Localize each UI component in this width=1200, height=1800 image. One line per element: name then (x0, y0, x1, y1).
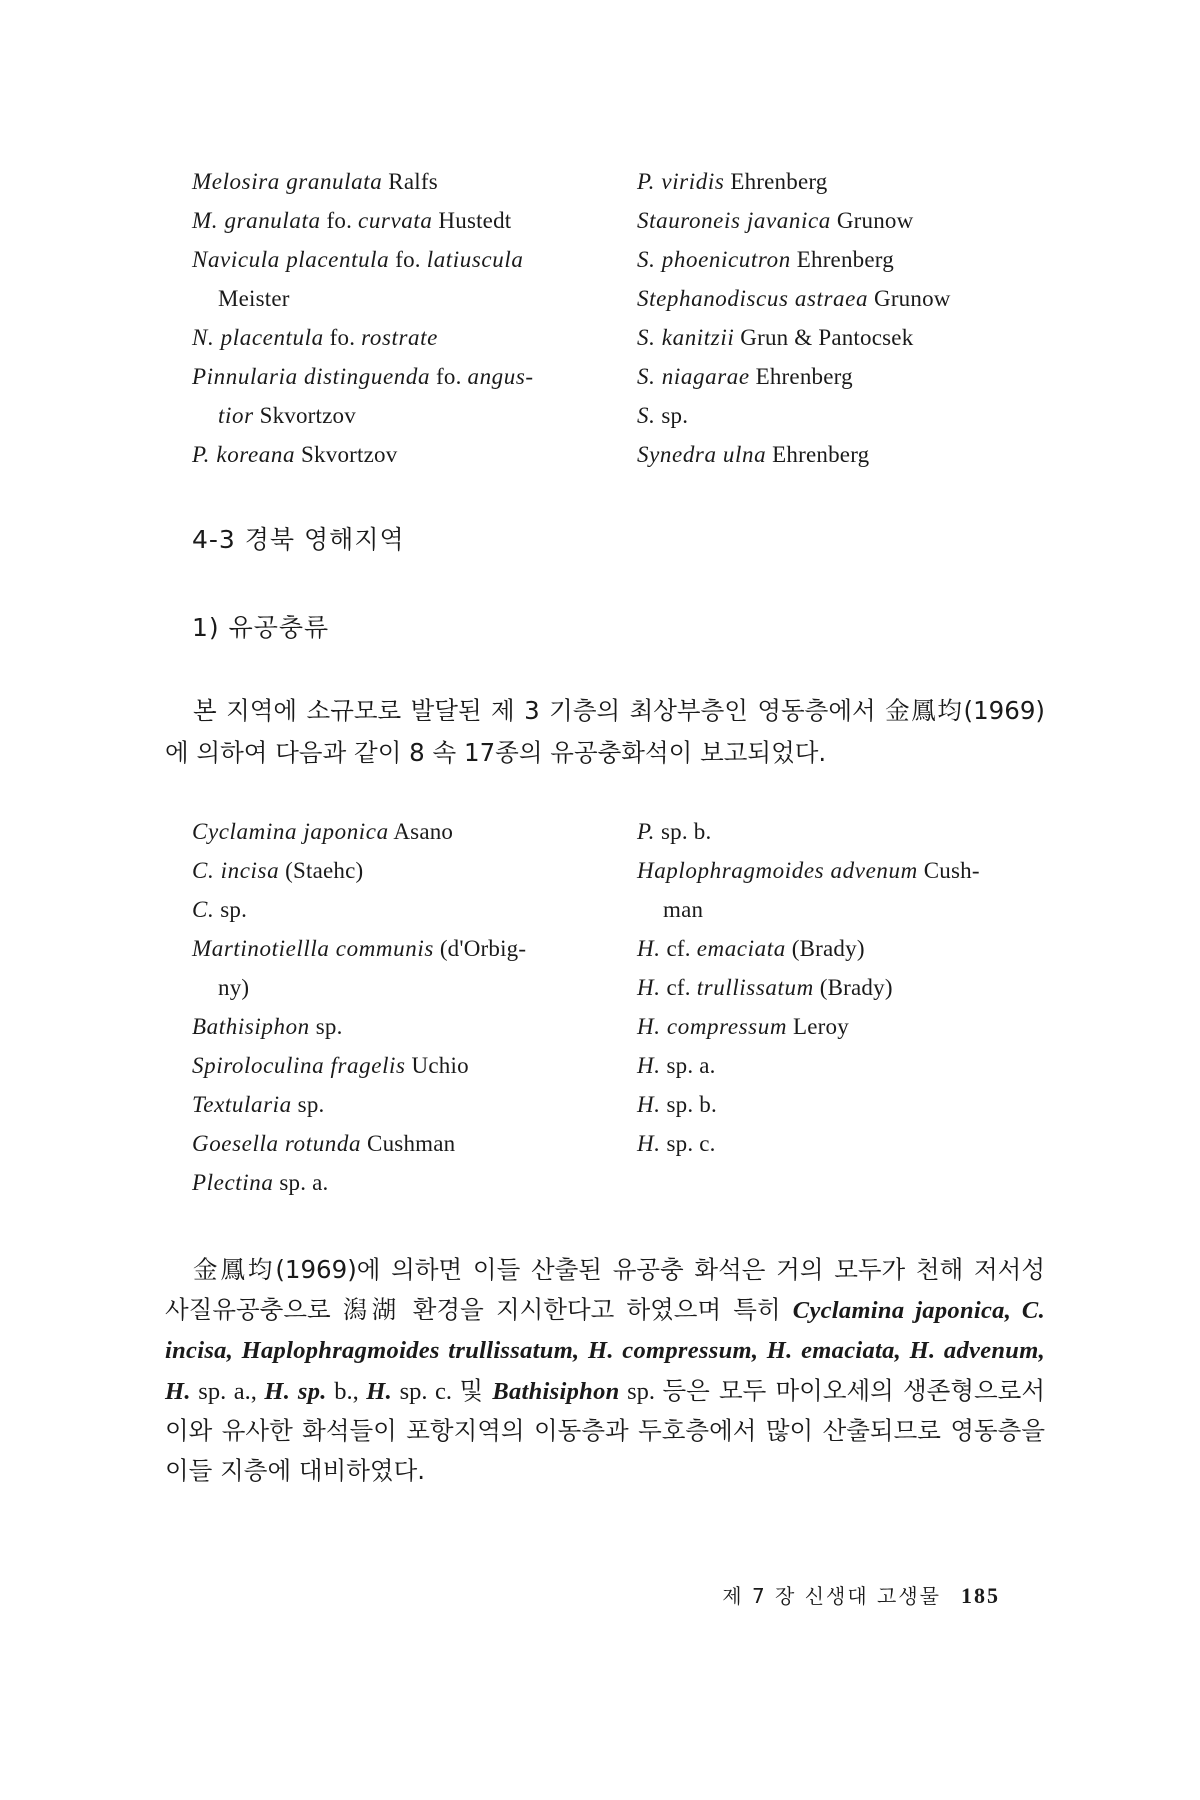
species-name: S. phoenicutron (637, 247, 791, 272)
species-authority: man (663, 897, 704, 922)
species-names: H. sp. (264, 1377, 327, 1405)
species-entry (192, 357, 637, 396)
species-name: Textularia (192, 1092, 292, 1117)
species-entry (192, 851, 637, 890)
paragraph-text: b., (326, 1377, 367, 1405)
species-authority: Ehrenberg (749, 364, 853, 389)
species-authority: Skvortzov (253, 403, 356, 428)
species-name: Martinotiellla communis (192, 936, 434, 961)
species-authority: Grunow (868, 286, 951, 311)
species-entry (192, 1085, 637, 1124)
chapter-title: 제 7 장 신생대 고생물 (722, 1584, 941, 1608)
species-name: Cyclamina japonica (192, 819, 389, 844)
species-entry (637, 968, 1052, 1007)
species-column-right (637, 812, 1052, 1202)
page-footer (0, 1580, 1000, 1609)
species-authority: Asano (388, 819, 454, 844)
species-name: H. (637, 936, 661, 961)
species-name: emaciata (696, 936, 786, 961)
species-authority: sp. b. (660, 1092, 717, 1117)
species-authority: sp. c. (660, 1131, 716, 1156)
species-authority: sp. (291, 1092, 325, 1117)
species-entry (637, 162, 1052, 201)
species-authority: fo. (430, 364, 468, 389)
species-authority: Leroy (787, 1014, 849, 1039)
page-number: 185 (961, 1583, 1000, 1608)
species-authority: cf. (660, 936, 697, 961)
species-name: S. kanitzii (637, 325, 735, 350)
species-authority: sp. b. (655, 819, 712, 844)
species-entry (637, 318, 1052, 357)
species-entry (637, 240, 1052, 279)
species-authority: Cush- (917, 858, 980, 883)
species-name: angus- (467, 364, 534, 389)
species-entry (637, 1085, 1052, 1124)
species-names: Cyclamina japonica, C. incisa, Haplophragmoides trullissatum, H. compressum, H. emaciata, H. advenum, H. (165, 1296, 1046, 1405)
species-entry (192, 812, 637, 851)
species-name: S. (637, 403, 656, 428)
species-name: Plectina (192, 1170, 274, 1195)
species-name: latiuscula (426, 247, 524, 272)
species-entry (192, 929, 637, 968)
paragraph-text: sp. c. (392, 1377, 460, 1405)
species-names: H. (366, 1377, 393, 1405)
species-authority: Cushman (361, 1131, 456, 1156)
species-name: curvata (358, 208, 433, 233)
species-name: Pinnularia distinguenda (192, 364, 431, 389)
species-name: Synedra ulna (637, 442, 767, 467)
species-authority: sp. (309, 1014, 343, 1039)
species-names: Bathisiphon (492, 1377, 620, 1405)
species-name: C. (192, 897, 215, 922)
species-name: H. compressum (637, 1014, 788, 1039)
species-authority: cf. (660, 975, 697, 1000)
species-name: P. koreana (192, 442, 296, 467)
species-authority: Skvortzov (295, 442, 398, 467)
species-authority: (Staehc) (279, 858, 364, 883)
species-name: H. (637, 1092, 661, 1117)
species-entry (192, 968, 637, 1007)
species-entry (192, 240, 637, 279)
body-paragraph-1: 본 지역에 소규모로 발달된 제 3 기층의 최상부층인 영동층에서 金鳳均(1969)에 의하여 다음과 같이 8 속 17종의 유공충화석이 보고되었다. (165, 696, 1045, 767)
species-name: Melosira granulata (192, 169, 383, 194)
species-entry (192, 201, 637, 240)
species-entry (192, 1007, 637, 1046)
species-authority: Ehrenberg (724, 169, 828, 194)
species-name: P. viridis (637, 169, 725, 194)
species-name: Haplophragmoides advenum (637, 858, 918, 883)
species-entry (637, 1007, 1052, 1046)
diatom-species-list (192, 162, 1052, 474)
species-name: H. (637, 1131, 661, 1156)
species-authority: (Brady) (813, 975, 893, 1000)
species-name: Stephanodiscus astraea (637, 286, 869, 311)
species-name: S. niagarae (637, 364, 750, 389)
species-name: Bathisiphon (192, 1014, 310, 1039)
species-name: N. placentula (192, 325, 324, 350)
species-entry (192, 162, 637, 201)
species-authority: ny) (218, 975, 250, 1000)
paragraph-text: 등은 모두 마이오세의 생존형으로서 이와 유사한 화석들이 포항지역의 이동층과 두호층에서 많이 산출되므로 영동층을 이들 지층에 대비하였다. (165, 1375, 1045, 1485)
species-name: tior (218, 403, 254, 428)
species-authority: fo. (320, 208, 359, 233)
species-authority: Grun & Pantocsek (734, 325, 914, 350)
species-entry (637, 435, 1052, 474)
species-authority: Uchio (405, 1053, 469, 1078)
species-entry (637, 201, 1052, 240)
species-entry (192, 279, 637, 318)
paragraph-text: 및 (459, 1375, 493, 1405)
paragraph-text: 金鳳均(1969)에 의하면 이들 산출된 유공충 화석은 거의 모두가 천해 저서성 사질유공충으로 潟湖 환경을 지시한다고 하였으며 특히 (165, 1255, 1045, 1324)
species-column-left (192, 812, 637, 1202)
species-entry (637, 851, 1052, 890)
species-authority: Ehrenberg (790, 247, 894, 272)
species-entry (192, 396, 637, 435)
species-name: P. (637, 819, 656, 844)
species-name: Spiroloculina fragelis (192, 1053, 406, 1078)
species-authority: Grunow (830, 208, 914, 233)
species-name: rostrate (361, 325, 438, 350)
species-entry (637, 812, 1052, 851)
species-entry (637, 890, 1052, 929)
species-authority: sp. a. (273, 1170, 329, 1195)
species-authority: fo. (389, 247, 427, 272)
subsection-heading: 1) 유공충류 (192, 613, 330, 642)
species-authority: Ehrenberg (766, 442, 870, 467)
species-entry (637, 357, 1052, 396)
species-authority: Ralfs (382, 169, 438, 194)
species-entry (192, 1163, 637, 1202)
species-name: M. granulata (192, 208, 321, 233)
species-authority: Meister (218, 286, 290, 311)
paragraph-text: sp. (619, 1377, 663, 1405)
species-name: H. (637, 1053, 661, 1078)
species-authority: sp. a. (660, 1053, 716, 1078)
species-name: Navicula placentula (192, 247, 390, 272)
species-entry (192, 318, 637, 357)
section-heading: 4-3 경북 영해지역 (192, 525, 405, 554)
species-entry (637, 1046, 1052, 1085)
species-column-right (637, 162, 1052, 474)
body-paragraph-2 (165, 1250, 1045, 1490)
species-authority: (Brady) (785, 936, 865, 961)
paragraph-text: sp. a., (190, 1377, 265, 1405)
species-entry (192, 890, 637, 929)
species-name: C. incisa (192, 858, 280, 883)
species-column-left (192, 162, 637, 474)
species-entry (637, 396, 1052, 435)
species-name: H. (637, 975, 661, 1000)
species-authority: sp. (214, 897, 248, 922)
species-authority: Hustedt (432, 208, 512, 233)
species-entry (637, 929, 1052, 968)
species-name: Stauroneis javanica (637, 208, 831, 233)
species-entry (637, 279, 1052, 318)
species-entry (192, 1046, 637, 1085)
species-entry (192, 1124, 637, 1163)
species-authority: fo. (323, 325, 362, 350)
species-authority: sp. (655, 403, 689, 428)
foraminifera-species-list (192, 812, 1052, 1202)
species-authority: (d'Orbig- (433, 936, 527, 961)
species-entry (637, 1124, 1052, 1163)
species-entry (192, 435, 637, 474)
species-name: trullissatum (696, 975, 814, 1000)
species-name: Goesella rotunda (192, 1131, 362, 1156)
